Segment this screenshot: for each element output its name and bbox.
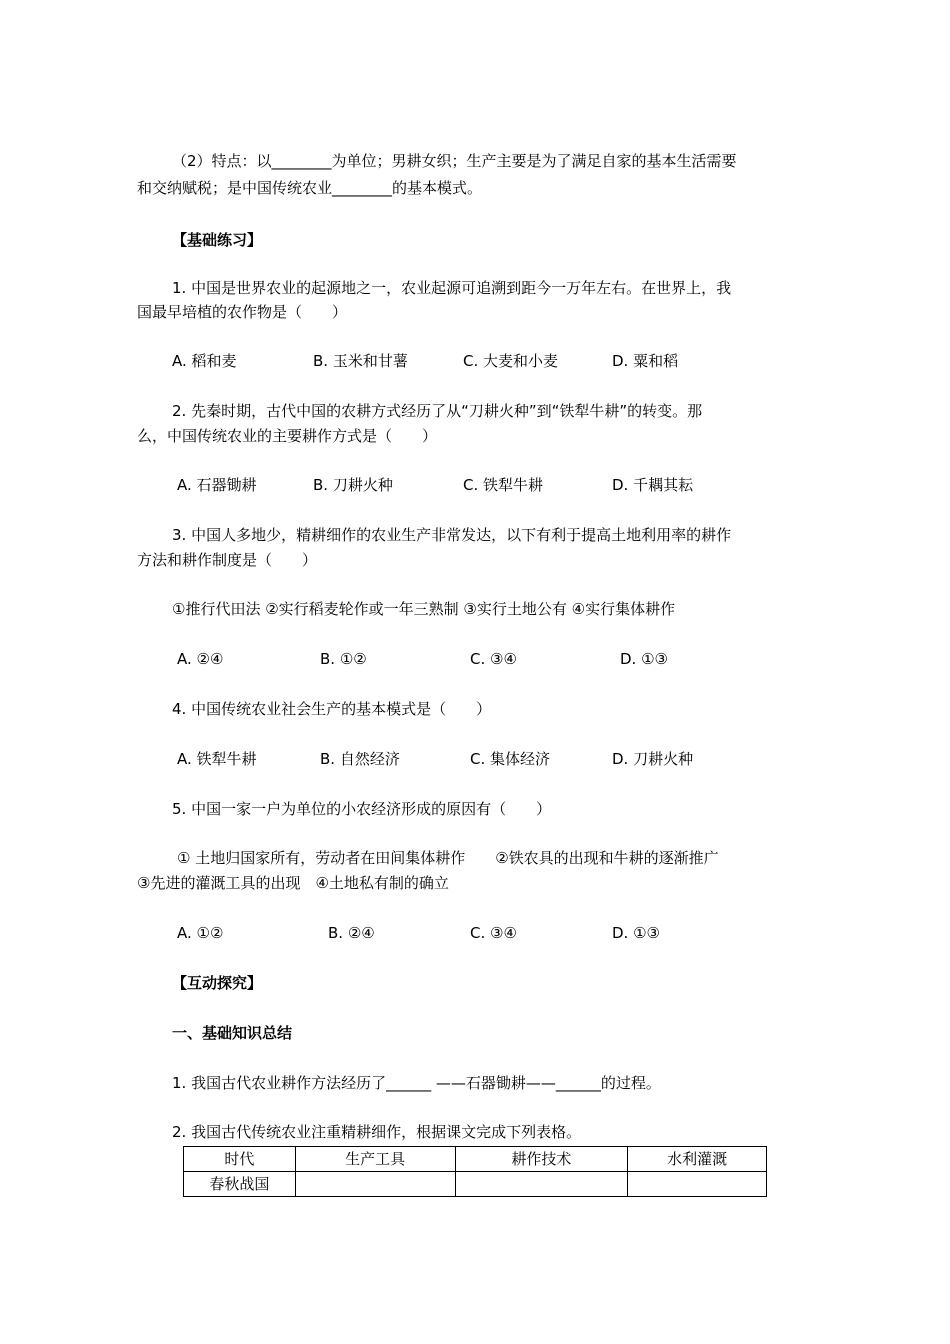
question-4-line-1: 4. 中国传统农业社会生产的基本模式是（ ） [172, 700, 492, 718]
table-header-cell: 耕作技术 [455, 1147, 628, 1172]
table-cell [455, 1172, 628, 1197]
intro-line-2: 和交纳赋税；是中国传统农业________的基本模式。 [137, 179, 483, 197]
question-2-option-a: A. 石器锄耕 [177, 476, 257, 494]
table-row [184, 1172, 767, 1197]
table-header-cell: 时代 [184, 1147, 296, 1172]
question-4-option-d: D. 刀耕火种 [612, 750, 694, 768]
question-3-option-a: A. ②④ [177, 650, 224, 668]
question-2-option-b: B. 刀耕火种 [313, 476, 393, 494]
section-heading-explore: 【互动探究】 [172, 974, 263, 992]
question-1-option-c: C. 大麦和小麦 [463, 352, 559, 370]
table-cell: 春秋战国 [184, 1172, 296, 1197]
question-3-option-d: D. ①③ [620, 650, 668, 668]
question-3-option-c: C. ③④ [470, 650, 517, 668]
question-4-option-a: A. 铁犁牛耕 [177, 750, 257, 768]
question-3-line-2: 方法和耕作制度是（ ） [137, 551, 318, 569]
question-1-line-2: 国最早培植的农作物是（ ） [137, 303, 348, 321]
question-5-option-a: A. ①② [177, 924, 224, 942]
question-5-option-c: C. ③④ [470, 924, 517, 942]
question-2-line-1: 2. 先秦时期，古代中国的农耕方式经历了从“刀耕火种”到“铁犁牛耕”的转变。那 [172, 402, 703, 420]
summary-table [183, 1146, 767, 1197]
question-1-option-d: D. 粟和稻 [612, 352, 679, 370]
question-1-option-b: B. 玉米和甘薯 [313, 352, 408, 370]
table-header-row [184, 1147, 767, 1172]
table-header-cell: 生产工具 [295, 1147, 455, 1172]
question-4-option-b: B. 自然经济 [320, 750, 400, 768]
table-cell [295, 1172, 455, 1197]
question-5-option-d: D. ①③ [612, 924, 660, 942]
question-1-option-a: A. 稻和麦 [172, 352, 237, 370]
section-heading-basic: 【基础练习】 [172, 231, 263, 249]
question-3-line-1: 3. 中国人多地少，精耕细作的农业生产非常发达，以下有利于提高土地利用率的耕作 [172, 526, 732, 544]
question-5-option-b: B. ②④ [328, 924, 375, 942]
table-header-cell: 水利灌溉 [628, 1147, 767, 1172]
question-2-option-d: D. 千耦其耘 [612, 476, 694, 494]
summary-item-2: 2. 我国古代传统农业注重精耕细作，根据课文完成下列表格。 [172, 1123, 582, 1141]
intro-line-1: （2）特点：以________为单位；男耕女织；生产主要是为了满足自家的基本生活需要 [172, 152, 737, 170]
question-3-option-b: B. ①② [320, 650, 367, 668]
summary-item-1: 1. 我国古代农业耕作方法经历了______ ——石器锄耕——______的过程。 [172, 1074, 661, 1092]
question-2-option-c: C. 铁犁牛耕 [463, 476, 544, 494]
subsection-heading: 一、基础知识总结 [172, 1024, 293, 1042]
question-1-line-1: 1. 中国是世界农业的起源地之一，农业起源可追溯到距今一万年左右。在世界上，我 [172, 279, 732, 297]
question-2-line-2: 么，中国传统农业的主要耕作方式是（ ） [137, 427, 438, 445]
question-5-statements-1: ① 土地归国家所有，劳动者在田间集体耕作 ②铁农具的出现和牛耕的逐渐推广 [177, 849, 719, 867]
table-cell [628, 1172, 767, 1197]
question-5-line-1: 5. 中国一家一户为单位的小农经济形成的原因有（ ） [172, 800, 552, 818]
question-4-option-c: C. 集体经济 [470, 750, 551, 768]
question-3-statements: ①推行代田法 ②实行稻麦轮作或一年三熟制 ③实行土地公有 ④实行集体耕作 [172, 600, 676, 618]
question-5-statements-2: ③先进的灌溉工具的出现 ④土地私有制的确立 [137, 874, 449, 892]
